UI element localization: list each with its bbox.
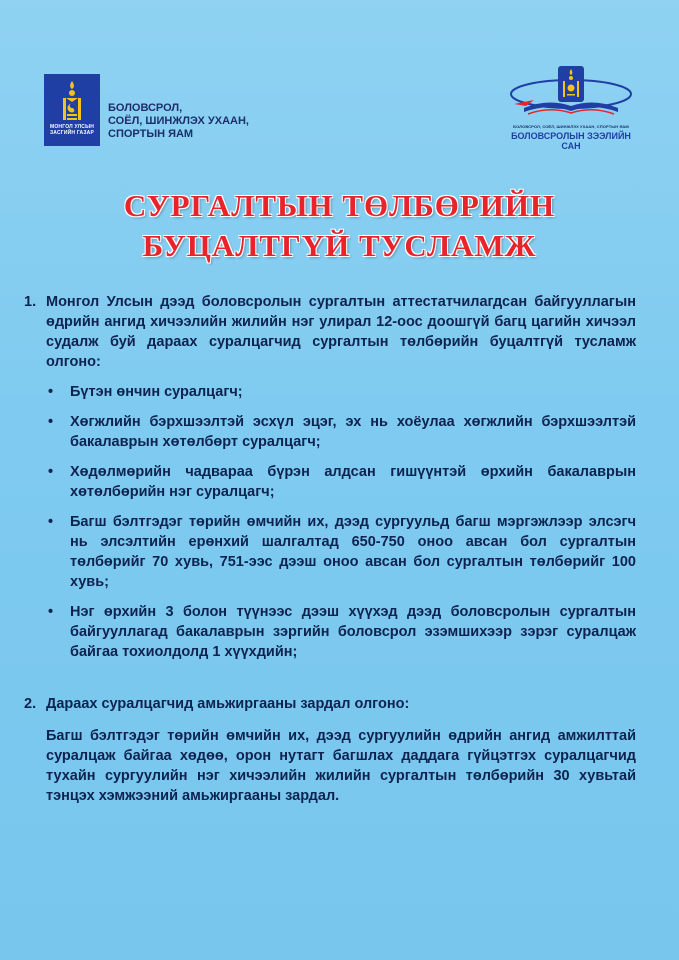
fund-ministry-caption: БОЛОВСРОЛ, СОЁЛ, ШИНЖЛЭХ УХААН, СПОРТЫН ЯАМ: [513, 124, 629, 129]
fund-emblem-icon: [506, 60, 636, 122]
title-line: БУЦАЛТГҮЙ ТУСЛАМЖ: [142, 228, 537, 263]
list-item: [48, 512, 636, 592]
emblem-caption: МОНГОЛ УЛСЫН ЗАСГИЙН ГАЗАР: [49, 124, 95, 136]
ministry-line: БОЛОВСРОЛ,: [108, 101, 183, 114]
fund-name: [511, 131, 631, 151]
list-item: [48, 462, 636, 502]
fund-name-line: БОЛОВСРОЛЫН ЗЭЭЛИЙН: [511, 131, 631, 141]
fund-name-line: САН: [561, 141, 581, 151]
bullet-icon: •: [48, 514, 54, 530]
bullet-icon: •: [48, 604, 54, 620]
list-item: [48, 602, 636, 662]
government-emblem: [44, 74, 100, 146]
list-item: [48, 382, 636, 402]
list-item-text: Хөгжлийн бэрхшээлтэй эсхүл эцэг, эх нь хоёулаа хөгжлийн бэрхшээлтэй бакалаврын хөтөлбөрт суралцагч;: [70, 414, 636, 450]
section-2-paragraph: Багш бэлтгэдэг төрийн өмчийн их, дээд сургуулийн өдрийн ангид амжилттай суралцаж байгаа хөдөө, орон нутагт багшлах даддага гүйцэтгэх суралцагчид тухайн сургуулийн нэг хичээлийн жилийн сургалтын төлбөрийн 30 хувьтай тэнцэх хэмжээний амьжиргааны зардал.: [46, 728, 636, 804]
education-loan-fund-logo: [506, 60, 636, 151]
section-2-intro: Дараах суралцагчид амьжиргааны зардал олгоно:: [46, 696, 410, 712]
section-1-intro: Монгол Улсын дээд боловсролын сургалтын аттестатчилагдсан байгууллагын өдрийн ангид хичээлийн жилийн нэг улирал 12-оос доошгүй багц цагийн хичээл судалж буй дараах суралцагчид сургалтын төлбөрийн буцалтгүй тусламж олгоно:: [46, 294, 636, 370]
list-item: [48, 412, 636, 452]
list-item-text: Хөдөлмөрийн чадвараа бүрэн алдсан гишүүнтэй өрхийн бакалаврын хөтөлбөрийн нэг суралцагч;: [70, 464, 636, 500]
section-number: 2.: [24, 696, 37, 712]
title-line: СУРГАЛТЫН ТӨЛБӨРИЙН: [123, 188, 556, 223]
bullet-icon: •: [48, 384, 54, 400]
ministry-line: СПОРТЫН ЯАМ: [108, 127, 194, 140]
ministry-name: [108, 102, 249, 141]
eligibility-list: [24, 382, 636, 662]
section-2: [24, 694, 636, 714]
soyombo-icon: [61, 80, 83, 122]
bullet-icon: •: [48, 414, 54, 430]
section-1: [24, 292, 636, 372]
main-content: [24, 292, 636, 806]
list-item-text: Багш бэлтгэдэг төрийн өмчийн их, дээд сургуульд багш мэргэжлээр элсэгч нь элсэлтийн ерөнхий шалгалтад 650-750 оноо авсан бол сургалтын төлбөрийг 70 хувь, 751-ээс дээш оноо авсан бол сургалтын төлбөрийг 100 хувь;: [70, 514, 636, 590]
government-logo-block: [44, 74, 249, 146]
section-number: 1.: [24, 294, 37, 310]
list-item-text: Бүтэн өнчин суралцагч;: [70, 384, 243, 400]
bullet-icon: •: [48, 464, 54, 480]
page-title: [0, 186, 679, 266]
ministry-line: СОЁЛ, ШИНЖЛЭХ УХААН,: [108, 114, 249, 127]
list-item-text: Нэг өрхийн 3 болон түүнээс дээш хүүхэд дээд боловсролын сургалтын байгууллагад бакалаврын зэргийн боловсрол эзэмшихээр зэрэг суралцаж байгаа тохиолдолд 1 хүүхдийн;: [70, 604, 636, 660]
